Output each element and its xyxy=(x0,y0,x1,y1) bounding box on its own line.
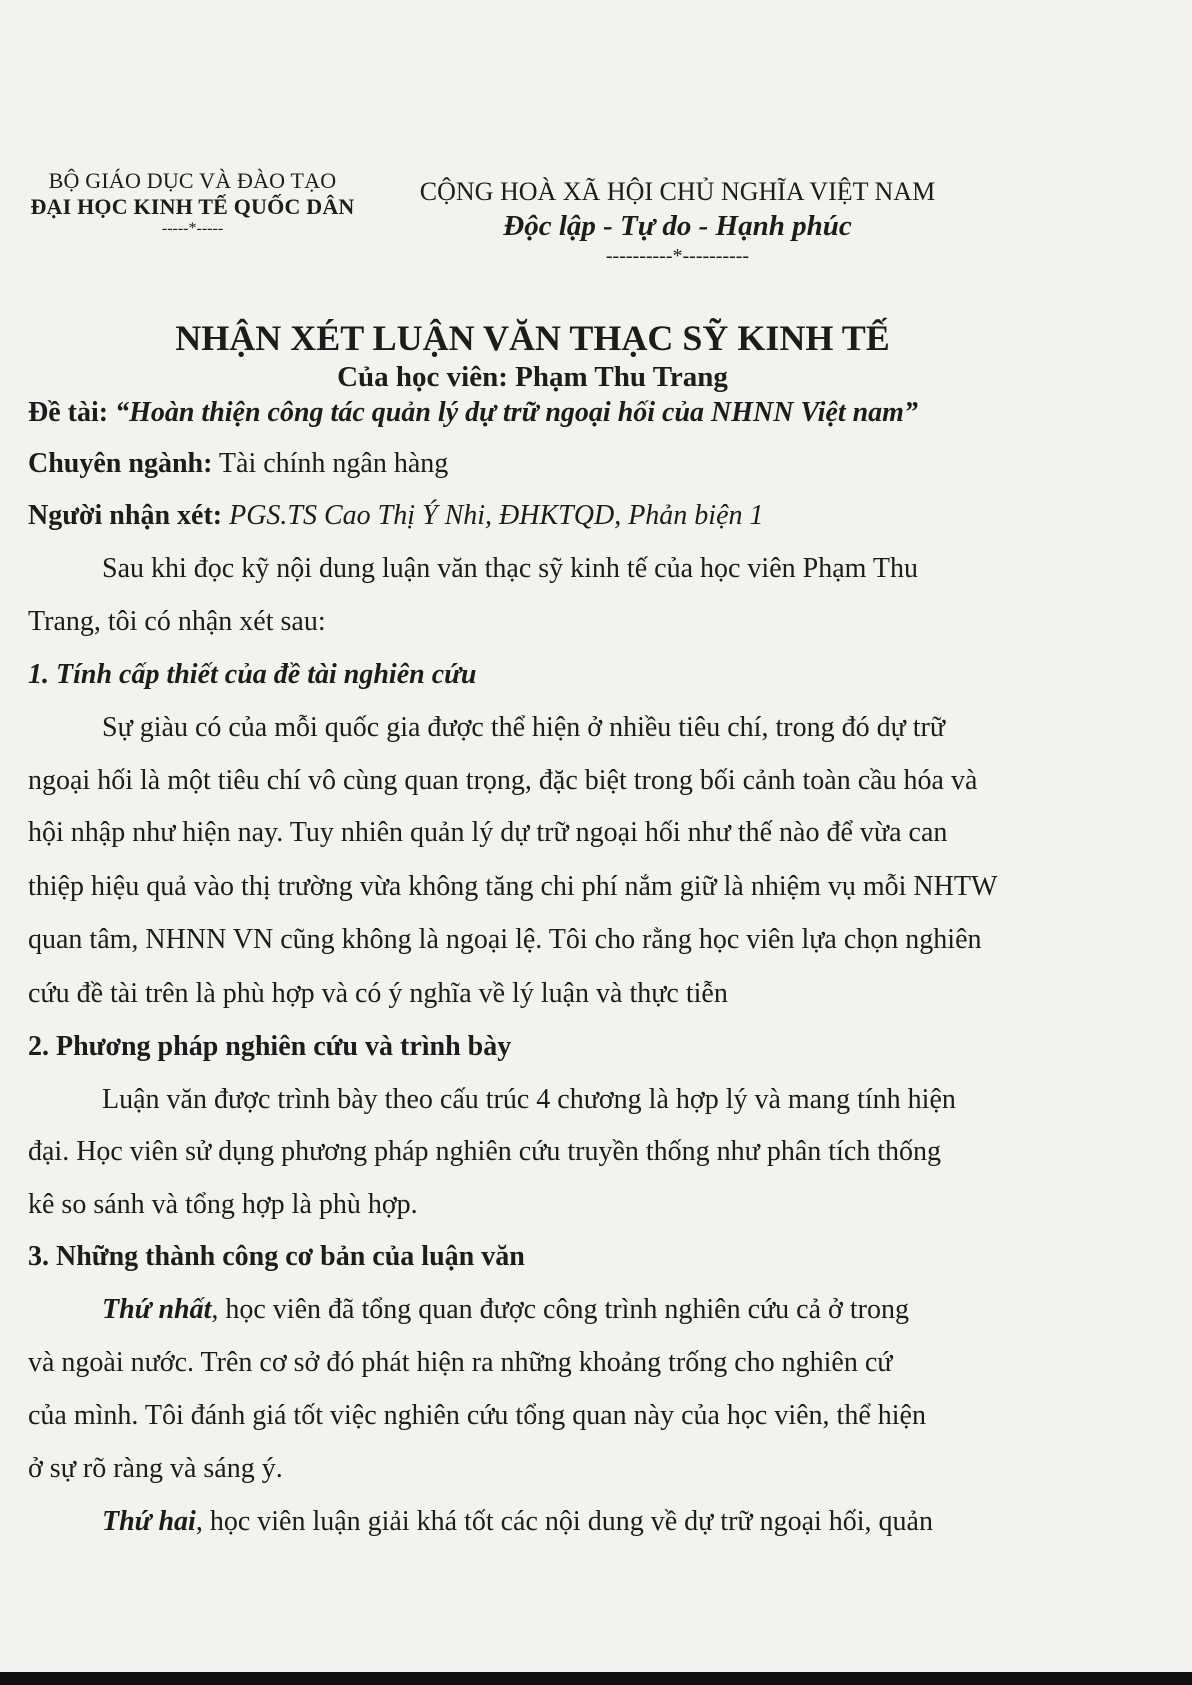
section-2-line: đại. Học viên sử dụng phương pháp nghiên cứu truyền thống như phân tích thống xyxy=(28,1136,942,1167)
republic-name: CỘNG HOÀ XÃ HỘI CHỦ NGHĨA VIỆT NAM xyxy=(419,177,936,206)
major-value: Tài chính ngân hàng xyxy=(218,448,449,479)
ministry-name: BỘ GIÁO DỤC VÀ ĐÀO TẠO xyxy=(48,168,337,193)
right-divider: ----------*---------- xyxy=(605,245,750,267)
topic-value: “Hoàn thiện công tác quản lý dự trữ ngoại hối của NHNN Việt nam” xyxy=(115,397,918,428)
section-1-heading: 1. Tính cấp thiết của đề tài nghiên cứu xyxy=(28,659,477,690)
intro-line: Trang, tôi có nhận xét sau: xyxy=(28,606,326,637)
second-line-text: , học viên luận giải khá tốt các nội dung về dự trữ ngoại hối, quản xyxy=(195,1506,933,1537)
section-3-line: và ngoài nước. Trên cơ sở đó phát hiện ra những khoảng trống cho nghiên cứ xyxy=(28,1347,893,1378)
reviewer-value: PGS.TS Cao Thị Ý Nhi, ĐHKTQD, Phản biện 1 xyxy=(229,500,764,531)
second-lead: Thứ hai xyxy=(102,1506,196,1537)
page-title: NHẬN XÉT LUẬN VĂN THẠC SỸ KINH TẾ xyxy=(175,318,890,358)
section-1-line: cứu đề tài trên là phù hợp và có ý nghĩa về lý luận và thực tiễn xyxy=(28,978,728,1009)
section-3-line: của mình. Tôi đánh giá tốt việc nghiên cứu tổng quan này của học viên, thể hiện xyxy=(28,1400,926,1431)
section-1-line: thiệp hiệu quả vào thị trường vừa không tăng chi phí nắm giữ là nhiệm vụ mỗi NHTW xyxy=(28,871,998,902)
intro-line: Sau khi đọc kỹ nội dung luận văn thạc sỹ kinh tế của học viên Phạm Thu xyxy=(102,553,919,584)
section-1-line: Sự giàu có của mỗi quốc gia được thể hiện ở nhiều tiêu chí, trong đó dự trữ xyxy=(102,712,946,743)
major-label: Chuyên ngành: xyxy=(28,448,213,479)
section-1-line: quan tâm, NHNN VN cũng không là ngoại lệ. Tôi cho rằng học viên lựa chọn nghiên xyxy=(28,924,982,955)
reviewer-line xyxy=(28,500,764,532)
section-2-line: kê so sánh và tổng hợp là phù hợp. xyxy=(28,1189,418,1220)
topic-line xyxy=(28,397,918,429)
first-lead: Thứ nhất xyxy=(102,1294,212,1325)
topic-label: Đề tài: xyxy=(28,397,109,428)
major-line xyxy=(28,448,448,480)
left-divider: -----*----- xyxy=(161,220,224,237)
university-name: ĐẠI HỌC KINH TẾ QUỐC DÂN xyxy=(30,194,355,219)
scan-bottom-edge xyxy=(0,1672,1192,1685)
section-3-heading: 3. Những thành công cơ bản của luận văn xyxy=(28,1241,525,1272)
section-3-line: ở sự rõ ràng và sáng ý. xyxy=(28,1453,283,1484)
section-1-line: ngoại hối là một tiêu chí vô cùng quan trọng, đặc biệt trong bối cảnh toàn cầu hóa và xyxy=(28,765,978,796)
section-2-line: Luận văn được trình bày theo cấu trúc 4 chương là hợp lý và mang tính hiện xyxy=(102,1084,956,1115)
section-3-second-line xyxy=(102,1506,933,1538)
first-line-text: , học viên đã tổng quan được công trình nghiên cứu cả ở trong xyxy=(211,1294,909,1325)
national-motto: Độc lập - Tự do - Hạnh phúc xyxy=(503,210,852,242)
student-line: Của học viên: Phạm Thu Trang xyxy=(337,361,728,393)
section-1-line: hội nhập như hiện nay. Tuy nhiên quản lý dự trữ ngoại hối như thế nào để vừa can xyxy=(28,817,948,848)
section-2-heading: 2. Phương pháp nghiên cứu và trình bày xyxy=(28,1031,512,1062)
reviewer-label: Người nhận xét: xyxy=(28,500,223,531)
section-3-first-line xyxy=(102,1294,909,1326)
